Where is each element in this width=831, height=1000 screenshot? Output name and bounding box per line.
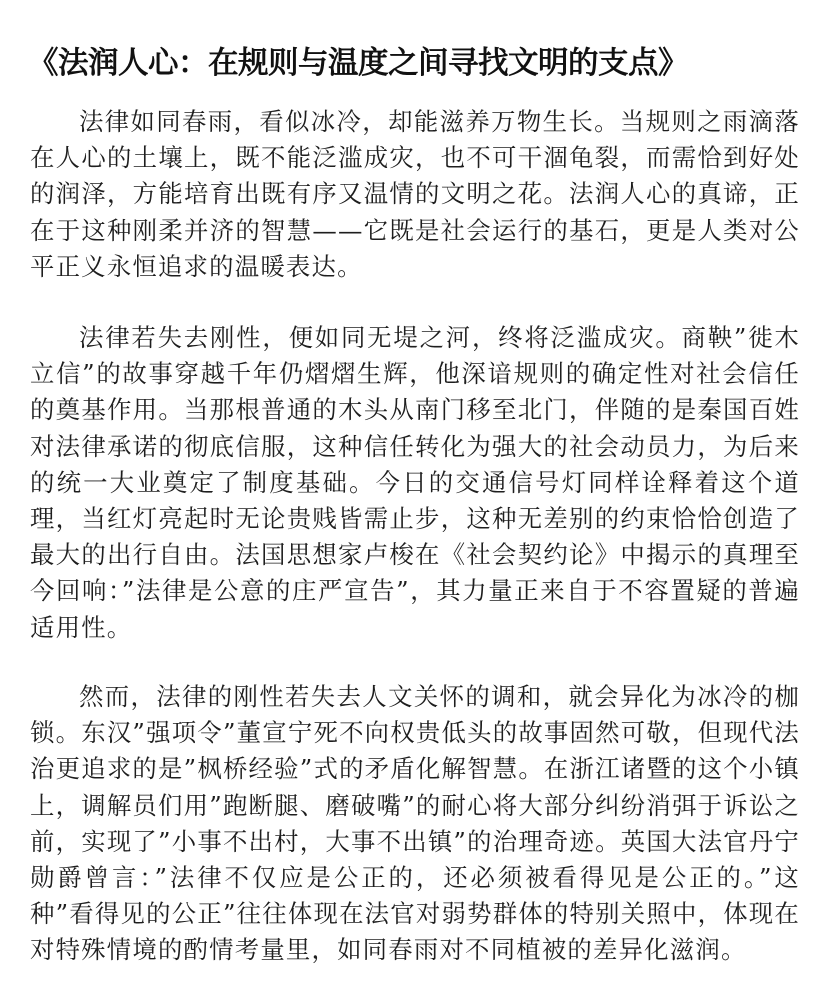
essay-title: 《法润人心：在规则与温度之间寻找文明的支点》	[28, 46, 688, 82]
paragraph-3: 然而，法律的刚性若失去人文关怀的调和，就会异化为冰冷的枷锁。东汉”强项令”董宣宁死不向权贵低头的故事固然可敬，但现代法治更追求的是”枫桥经验”式的矛盾化解智慧。在浙江诸暨的这个小镇上，调解员们用”跑断腿、磨破嘴”的耐心将大部分纠纷消弭于诉讼之前，实现了”小事不出村，大事不出镇”的治理奇迹。英国大法官丹宁勋爵曾言：”法律不仅应是公正的，还必须被看得见是公正的。”这种”看得见的公正”往往体现在法官对弱势群体的特别关照中，体现在对特殊情境的酌情考量里，如同春雨对不同植被的差异化滋润。	[30, 682, 800, 965]
paragraph-2: 法律若失去刚性，便如同无堤之河，终将泛滥成灾。商鞅”徙木立信”的故事穿越千年仍熠熠生辉，他深谙规则的确定性对社会信任的奠基作用。当那根普通的木头从南门移至北门，伴随的是秦国百姓对法律承诺的彻底信服，这种信任转化为强大的社会动员力，为后来的统一大业奠定了制度基础。今日的交通信号灯同样诠释着这个道理，当红灯亮起时无论贵贱皆需止步，这种无差别的约束恰恰创造了最大的出行自由。法国思想家卢梭在《社会契约论》中揭示的真理至今回响：”法律是公意的庄严宣告”，其力量正来自于不容置疑的普遍适用性。	[30, 323, 800, 642]
paragraph-1: 法律如同春雨，看似冰冷，却能滋养万物生长。当规则之雨滴落在人心的土壤上，既不能泛滥成灾，也不可干涸龟裂，而需恰到好处的润泽，方能培育出既有序又温情的文明之花。法润人心的真谛，正在于这种刚柔并济的智慧——它既是社会运行的基石，更是人类对公平正义永恒追求的温暖表达。	[30, 107, 800, 281]
